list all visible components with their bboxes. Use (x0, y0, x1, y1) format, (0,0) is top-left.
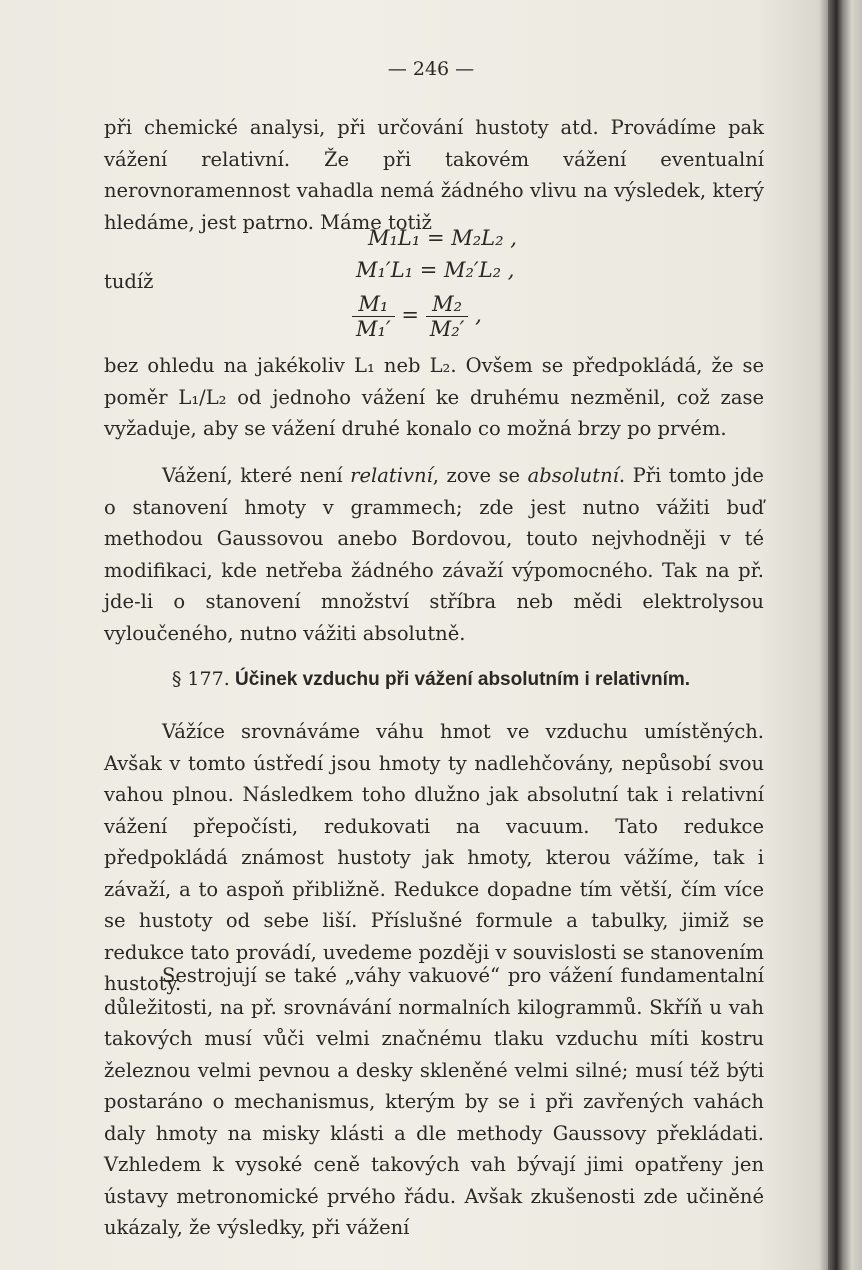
fraction-comma: , (475, 303, 482, 327)
section-heading (0, 668, 862, 691)
formula-line-2: M₁′L₁ = M₂′L₂ , (356, 258, 515, 282)
fraction-equals: = (401, 303, 419, 327)
paragraph-5-text: Sestrojují se také „váhy vakuové“ pro vážení fundamentalní důležitosti, na př. srovnávání normalních kilogrammů. Skříň u vah takových musí vůči velmi značnému tlaku vzduchu míti kostru železnou velmi pevnou a desky skleněné velmi silné; musí též býti postaráno o mechanismus, kterým by se i při zavřených vahách daly hmoty na misky klásti a dle methody Gaussovy překládati. Vzhledem k vysoké ceně takových vah bývají jimi opatřeny jen ústavy metronomické prvého řádu. Avšak zkušenosti zde učiněné ukázaly, že výsledky, při vážení (104, 964, 764, 1239)
section-number: § 177. (171, 668, 230, 690)
fraction-left (352, 292, 395, 341)
term-absolute: absolutní (527, 464, 619, 487)
fraction-right-numerator: M₂ (426, 292, 469, 317)
fraction-left-denominator: M₁′ (356, 317, 391, 341)
paragraph-1 (104, 112, 764, 238)
paragraph-5 (104, 960, 764, 1244)
formula-tudiz: tudíž (104, 270, 154, 293)
paragraph-3-text (104, 460, 764, 649)
fraction-left-numerator: M₁ (352, 292, 395, 317)
section-title: Účinek vzduchu při vážení absolutním i relativním. (235, 669, 691, 690)
paragraph-3 (104, 460, 764, 649)
paragraph-2 (104, 350, 764, 445)
paragraph-4 (104, 716, 764, 1000)
fraction-right (426, 292, 469, 341)
term-relative: relativní (350, 464, 433, 487)
para3-part-c: . Při tomto jde o stanovení hmoty v grammech; zde jest nutno vážiti buď methodou Gaussovou anebo Bordovou, touto nejvhodněji v té modifikaci, kde netřeba žádného závaží výpomocného. Tak na př. jde-li o stanovení množství stříbra neb mědi elektrolysou vyloučeného, nutno vážiti absolutně. (104, 464, 764, 645)
formula-fraction-row (352, 292, 482, 341)
fraction-right-denominator: M₂′ (429, 317, 465, 341)
paragraph-4-text: Vážíce srovnáváme váhu hmot ve vzduchu umístěných. Avšak v tomto ústředí jsou hmoty ty nadlehčovány, nepůsobí svou vahou plnou. Následkem toho dlužno jak absolutní tak i relativní vážení přepočísti, redukovati na vacuum. Tato redukce předpokládá známost hustoty jak hmoty, kterou vážíme, tak i závaží, a to aspoň přibližně. Redukce dopadne tím větší, čím více se hustoty od sebe liší. Příslušné formule a tabulky, jimiž se redukce tato provádí, uvedeme později v souvislosti se stanovením hustoty. (104, 720, 764, 995)
paragraph-1-text: při chemické analysi, při určování hustoty atd. Provádíme pak vážení relativní. Že při takovém vážení eventualní nerovnoramennost vahadla nemá žádného vlivu na výsledek, který hledáme, jest patrno. Máme totiž (104, 116, 764, 234)
page-number: — 246 — (387, 58, 475, 80)
formula-line-1: M₁L₁ = M₂L₂ , (368, 226, 517, 250)
book-spine (828, 0, 862, 1270)
para3-part-a: Vážení, které není (162, 464, 351, 487)
paragraph-2-text: bez ohledu na jakékoliv L₁ neb L₂. Ovšem se předpokládá, že se poměr L₁/L₂ od jednoho vážení ke druhému nezměnil, což zase vyžaduje, aby se vážení druhé konalo co možná brzy po prvém. (104, 354, 764, 440)
para3-part-b: , zove se (432, 464, 528, 487)
